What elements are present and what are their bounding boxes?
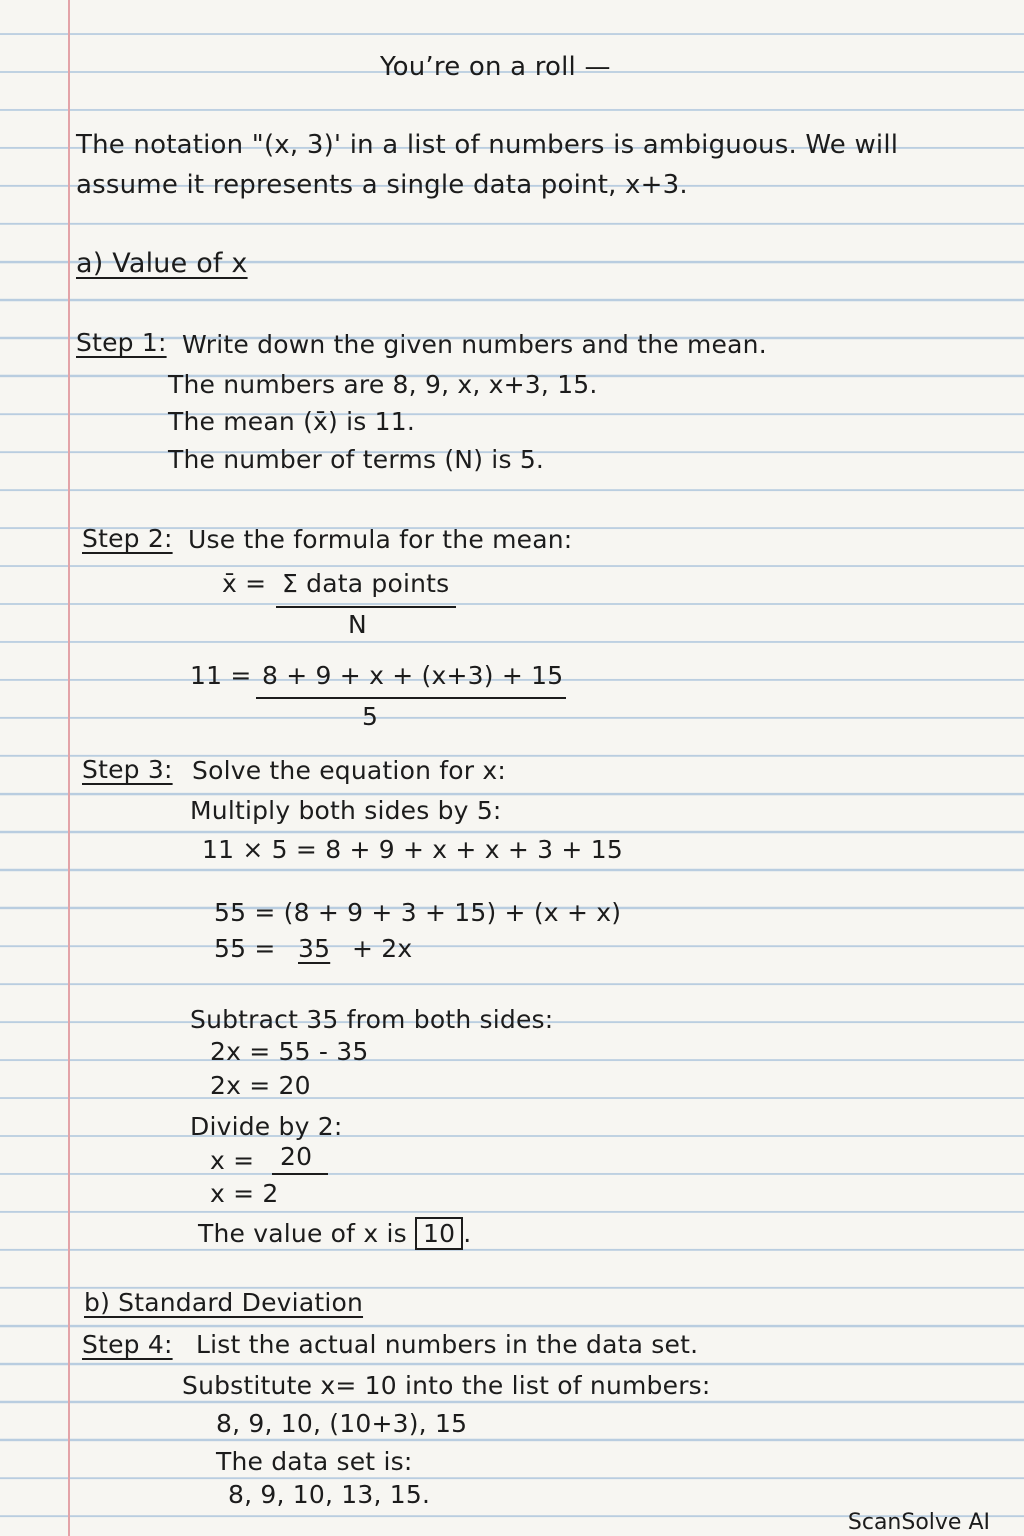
step3-line3: 55 = (8 + 9 + 3 + 15) + (x + x) <box>214 898 622 927</box>
formula-numerator: Σ data points <box>282 569 450 598</box>
step1-text: Write down the given numbers and the mean. <box>182 330 767 359</box>
step3-line4-mid: 35 <box>298 934 331 963</box>
step3-line1: Multiply both sides by 5: <box>190 796 502 825</box>
equation-lhs: 11 = <box>190 661 252 690</box>
answer-prefix: The value of x is <box>198 1219 407 1248</box>
answer-suffix: . <box>463 1219 472 1248</box>
step2-text: Use the formula for the mean: <box>188 525 573 554</box>
step3-line7: 2x = 20 <box>210 1071 311 1100</box>
margin-line <box>68 0 70 1536</box>
equation-numerator: 8 + 9 + x + (x+3) + 15 <box>262 661 564 690</box>
step1-line1: The numbers are 8, 9, x, x+3, 15. <box>168 370 598 399</box>
part-a-heading: a) Value of x <box>76 248 248 279</box>
step3-line6: 2x = 55 - 35 <box>210 1037 369 1066</box>
step4-line4: 8, 9, 10, 13, 15. <box>228 1480 431 1509</box>
intro-line-2: assume it represents a single data point, x+3. <box>76 170 688 200</box>
step4-line3: The data set is: <box>216 1447 413 1476</box>
step3-label: Step 3: <box>82 755 173 784</box>
step3-line4-rhs: + 2x <box>352 934 413 963</box>
step4-line1: Substitute x= 10 into the list of numbers: <box>182 1371 711 1400</box>
step2-label: Step 2: <box>82 524 173 553</box>
step4-text: List the actual numbers in the data set. <box>196 1330 699 1359</box>
formula-fraction-bar <box>276 606 456 608</box>
equation-fraction-bar <box>256 697 566 699</box>
step3-line9-num: 20 <box>280 1142 313 1171</box>
intro-line-1: The notation "(x, 3)' in a list of numbers is ambiguous. We will <box>76 130 899 160</box>
step4-line2: 8, 9, 10, (10+3), 15 <box>216 1409 468 1438</box>
answer-box: 10 <box>415 1217 463 1250</box>
step3-line10: x = 2 <box>210 1179 279 1208</box>
step3-line8: Divide by 2: <box>190 1112 343 1141</box>
step1-line3: The number of terms (N) is 5. <box>168 445 545 474</box>
step4-label: Step 4: <box>82 1330 173 1359</box>
step3-line2: 11 × 5 = 8 + 9 + x + x + 3 + 15 <box>202 835 623 864</box>
divide-fraction-bar <box>272 1173 328 1175</box>
part-b-heading: b) Standard Deviation <box>84 1288 364 1317</box>
answer-line <box>198 1221 471 1246</box>
step3-text: Solve the equation for x: <box>192 756 506 785</box>
step3-line9-lhs: x = <box>210 1146 255 1175</box>
equation-denominator: 5 <box>362 702 379 731</box>
step3-line4-lhs: 55 = <box>214 934 276 963</box>
formula-denominator: N <box>348 610 367 639</box>
brand-watermark: ScanSolve AI <box>847 1510 990 1535</box>
formula-lhs: x̄ = <box>222 569 267 598</box>
step1-label: Step 1: <box>76 328 167 357</box>
step1-line2: The mean (x̄) is 11. <box>168 407 416 436</box>
step3-line5: Subtract 35 from both sides: <box>190 1005 554 1034</box>
page-title: You’re on a roll — <box>380 52 611 82</box>
